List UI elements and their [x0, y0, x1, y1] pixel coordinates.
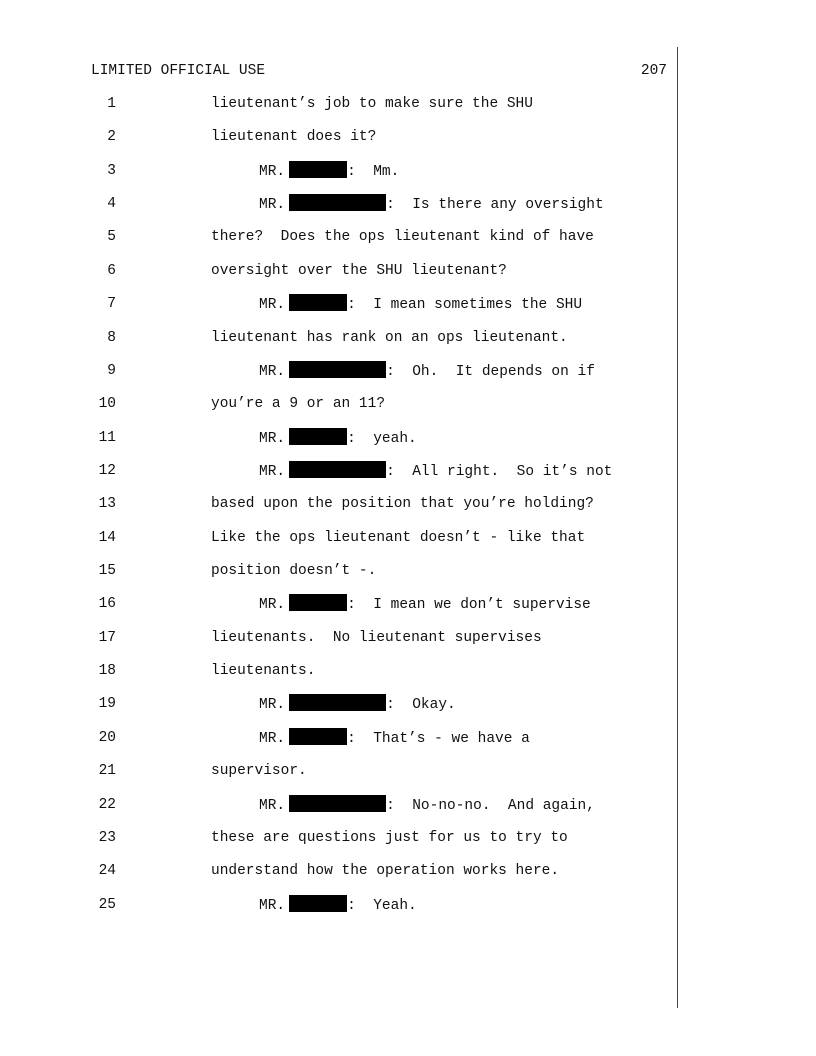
line-text	[211, 861, 559, 881]
line-text	[211, 761, 307, 781]
line-text-segment: lieutenant’s job to make sure the SHU	[211, 96, 533, 112]
line-text-segment: : Okay.	[386, 697, 456, 713]
line-number: 3	[107, 163, 116, 179]
line-text-segment: Like the ops lieutenant doesn’t - like that	[211, 530, 586, 546]
transcript-line	[0, 361, 816, 381]
line-text-segment: MR.	[259, 364, 286, 380]
line-text-segment: MR.	[259, 798, 286, 814]
redaction-bar	[289, 428, 347, 445]
page-number: 207	[640, 63, 667, 79]
line-text-segment: : That’s - we have a	[347, 731, 530, 747]
line-text	[211, 628, 542, 648]
transcript-line	[0, 428, 816, 448]
line-text	[259, 461, 612, 482]
line-text	[211, 394, 385, 414]
line-text	[259, 694, 456, 715]
line-text-segment: MR.	[259, 898, 286, 914]
line-number: 23	[98, 830, 116, 846]
line-number: 5	[107, 229, 116, 245]
line-number: 11	[98, 430, 116, 446]
transcript-line	[0, 127, 816, 147]
line-number: 16	[98, 596, 116, 612]
transcript-line	[0, 328, 816, 348]
line-text-segment: : No-no-no. And again,	[386, 798, 595, 814]
line-text	[259, 428, 417, 449]
transcript-line	[0, 628, 816, 648]
line-text-segment: lieutenant has rank on an ops lieutenant.	[211, 330, 568, 346]
line-text	[259, 795, 595, 816]
transcript-line	[0, 161, 816, 181]
transcript-line	[0, 394, 816, 414]
transcript-line	[0, 895, 816, 915]
redaction-bar	[289, 594, 347, 611]
transcript-line	[0, 294, 816, 314]
line-text-segment: based upon the position that you’re holding?	[211, 496, 594, 512]
line-number: 13	[98, 496, 116, 512]
line-text	[259, 728, 530, 749]
line-number: 2	[107, 129, 116, 145]
line-text-segment: : All right. So it’s not	[386, 464, 613, 480]
line-number: 21	[98, 763, 116, 779]
line-text-segment: MR.	[259, 431, 286, 447]
line-text	[259, 895, 417, 916]
line-text-segment: supervisor.	[211, 763, 307, 779]
line-number: 18	[98, 663, 116, 679]
line-text	[259, 294, 582, 315]
line-text-segment: these are questions just for us to try to	[211, 830, 568, 846]
line-text	[211, 94, 533, 114]
line-text	[211, 127, 376, 147]
line-number: 12	[98, 463, 116, 479]
line-text-segment: lieutenants.	[211, 663, 316, 679]
transcript-line	[0, 94, 816, 114]
line-text	[211, 661, 315, 681]
redaction-bar	[289, 361, 386, 378]
line-number: 14	[98, 530, 116, 546]
line-number: 22	[98, 797, 116, 813]
line-text	[259, 194, 604, 215]
line-text-segment: : Mm.	[347, 164, 400, 180]
line-text-segment: : I mean we don’t supervise	[347, 597, 591, 613]
line-number: 10	[98, 396, 116, 412]
redaction-bar	[289, 694, 386, 711]
classification-header: LIMITED OFFICIAL USE	[91, 63, 266, 79]
redaction-bar	[289, 728, 347, 745]
line-text	[211, 328, 568, 348]
line-text-segment: MR.	[259, 597, 286, 613]
line-number: 20	[98, 730, 116, 746]
line-number: 25	[98, 897, 116, 913]
redaction-bar	[289, 161, 347, 178]
line-text-segment: MR.	[259, 731, 286, 747]
line-text	[259, 161, 399, 182]
redaction-bar	[289, 461, 386, 478]
line-number: 24	[98, 863, 116, 879]
transcript-line	[0, 461, 816, 481]
line-number: 6	[107, 263, 116, 279]
line-text	[211, 227, 594, 247]
line-text-segment: : I mean sometimes the SHU	[347, 297, 583, 313]
line-text-segment: : Yeah.	[347, 898, 417, 914]
line-number: 7	[107, 296, 116, 312]
line-number: 1	[107, 96, 116, 112]
transcript-line	[0, 494, 816, 514]
line-text-segment: : Oh. It depends on if	[386, 364, 595, 380]
line-text-segment: MR.	[259, 164, 286, 180]
transcript-line	[0, 795, 816, 815]
line-text	[211, 528, 585, 548]
redaction-bar	[289, 294, 347, 311]
line-text-segment: lieutenants. No lieutenant supervises	[211, 630, 542, 646]
transcript-line	[0, 728, 816, 748]
line-text	[259, 594, 591, 615]
redaction-bar	[289, 795, 386, 812]
transcript-line	[0, 861, 816, 881]
line-text-segment: MR.	[259, 464, 286, 480]
line-text	[211, 561, 376, 581]
line-text	[211, 261, 507, 281]
line-text-segment: MR.	[259, 197, 286, 213]
line-text	[211, 494, 594, 514]
transcript-line	[0, 261, 816, 281]
line-number: 9	[107, 363, 116, 379]
line-text-segment: : Is there any oversight	[386, 197, 604, 213]
transcript-line	[0, 594, 816, 614]
line-text-segment: position doesn’t -.	[211, 563, 377, 579]
line-text-segment: lieutenant does it?	[211, 129, 377, 145]
line-text-segment: MR.	[259, 697, 286, 713]
transcript-line	[0, 528, 816, 548]
line-number: 4	[107, 196, 116, 212]
line-text-segment: understand how the operation works here.	[211, 863, 560, 879]
line-text	[259, 361, 595, 382]
line-number: 17	[98, 630, 116, 646]
transcript-line	[0, 227, 816, 247]
redaction-bar	[289, 895, 347, 912]
line-number: 15	[98, 563, 116, 579]
line-number: 19	[98, 696, 116, 712]
line-text-segment: you’re a 9 or an 11?	[211, 396, 386, 412]
line-text-segment: MR.	[259, 297, 286, 313]
line-text-segment: : yeah.	[347, 431, 417, 447]
redaction-bar	[289, 194, 386, 211]
transcript-line	[0, 661, 816, 681]
line-text	[211, 828, 568, 848]
line-text-segment: oversight over the SHU lieutenant?	[211, 263, 507, 279]
transcript-line	[0, 694, 816, 714]
transcript-line	[0, 828, 816, 848]
transcript-line	[0, 761, 816, 781]
line-text-segment: there? Does the ops lieutenant kind of have	[211, 229, 594, 245]
line-number: 8	[107, 330, 116, 346]
transcript-line	[0, 561, 816, 581]
transcript-line	[0, 194, 816, 214]
